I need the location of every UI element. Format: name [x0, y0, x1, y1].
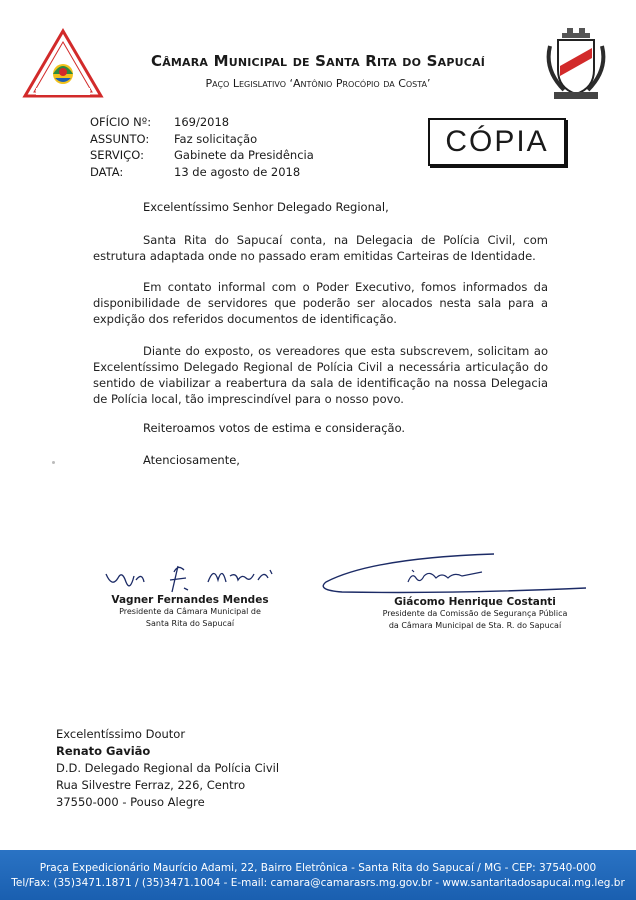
letter-salutation: Excelentíssimo Senhor Delegado Regional, [143, 200, 389, 214]
signer-role: Presidente da Câmara Municipal de [119, 607, 261, 616]
letter-paragraph [93, 279, 548, 327]
letter-paragraph [93, 232, 548, 264]
recipient-block [56, 726, 279, 811]
footer-bar [0, 850, 636, 900]
document-meta [90, 114, 314, 180]
signer-role: Presidente da Comissão de Segurança Pública [382, 609, 568, 618]
recipient-line: 37550-000 - Pouso Alegre [56, 795, 205, 809]
page-title: Câmara Municipal de Santa Rita do Sapucaí [150, 52, 485, 70]
meta-row-oficio [90, 114, 314, 131]
signature-block-left [100, 594, 280, 630]
copy-stamp: CÓPIA [428, 118, 566, 166]
meta-value: Gabinete da Presidência [174, 148, 314, 162]
footer-address: Praça Expedicionário Maurício Adami, 22, Bairro Eletrônica - Santa Rita do Sapucaí / MG - CEP: 37540-000 [39, 862, 597, 874]
footer-contact: Tel/Fax: (35)3471.1871 / (35)3471.1004 - E-mail: camara@camarasrs.mg.gov.br - www.santaritadosapucai.mg.leg.br [11, 877, 625, 889]
meta-label: SERVIÇO: [90, 148, 144, 162]
meta-label: ASSUNTO: [90, 131, 150, 146]
meta-row-data [90, 164, 314, 181]
letter-signoff: Atenciosamente, [143, 453, 240, 467]
meta-label: DATA: [90, 164, 124, 179]
meta-value: Faz solicitação [174, 131, 258, 146]
recipient-line: D.D. Delegado Regional da Polícia Civil [56, 761, 280, 775]
signature-block-right [355, 596, 595, 632]
paragraph-text: Em contato informal com o Poder Executivo, fomos informados da disponibilidade de servidores que poderão ser alocados nesta sala para a expdição dos referidos documentos de identificação. [93, 280, 548, 326]
meta-label: OFÍCIO Nº: [90, 115, 152, 129]
recipient-line: Rua Silvestre Ferraz, 226, Centro [56, 778, 246, 792]
handwritten-signature-right [312, 548, 588, 602]
paragraph-text: Diante do exposto, os vereadores que esta subscrevem, solicitam ao Excelentíssimo Delegado Regional de Polícia Civil a necessária articulação do sentido de viabilizar a reabertura da sala de identificação na nossa Delegacia de Polícia local, tão imprescindível para o nosso povo. [93, 344, 548, 406]
signer-name: Giácomo Henrique Costanti [394, 596, 556, 608]
paragraph-text: Santa Rita do Sapucaí conta, na Delegacia de Polícia Civil, com estrutura adaptada onde no passado eram emitidas Carteiras de Identidade. [93, 233, 548, 263]
scan-speck [52, 461, 55, 464]
meta-row-assunto [90, 131, 314, 148]
meta-row-servico [90, 147, 314, 164]
signer-role: Santa Rita do Sapucaí [145, 619, 235, 628]
recipient-name: Renato Gavião [56, 744, 151, 758]
meta-value: 169/2018 [174, 115, 230, 129]
meta-value: 13 de agosto de 2018 [174, 164, 301, 179]
signer-role: da Câmara Municipal de Sta. R. do Sapucaí [388, 621, 562, 630]
letter-paragraph [93, 343, 548, 407]
signer-name: Vagner Fernandes Mendes [111, 594, 269, 606]
page-subtitle: Paço Legislativo ‘Antônio Procópio da Costa’ [205, 77, 431, 90]
letter-closing: Reiteroamos votos de estima e consideração. [143, 421, 406, 435]
recipient-line: Excelentíssimo Doutor [56, 727, 186, 741]
